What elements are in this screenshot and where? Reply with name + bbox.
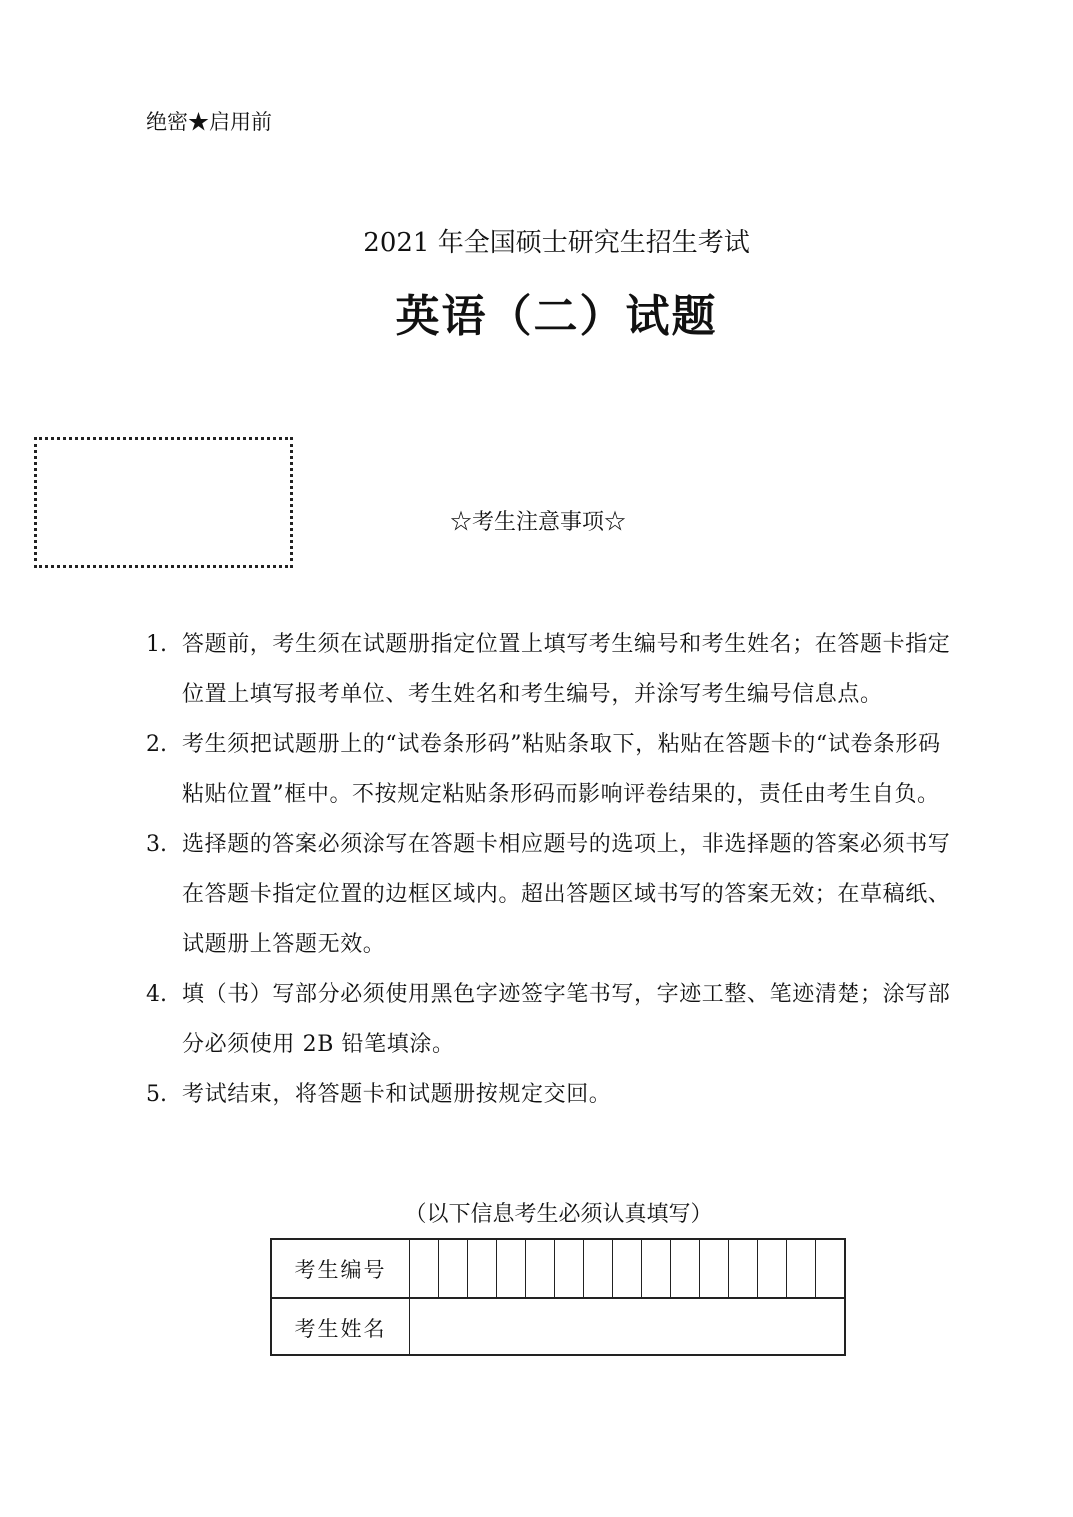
instruction-text: 考试结束，将答题卡和试题册按规定交回。: [182, 1082, 612, 1107]
candidate-number-cell[interactable]: [729, 1240, 758, 1297]
barcode-paste-area: [34, 437, 293, 568]
candidate-number-cell[interactable]: [642, 1240, 671, 1297]
notice-heading: ☆考生注意事项☆: [450, 510, 627, 535]
fill-in-note: （以下信息考生必须认真填写）: [404, 1202, 713, 1227]
candidate-name-row: [272, 1297, 844, 1356]
candidate-number-cell[interactable]: [584, 1240, 613, 1297]
instruction-item: [146, 820, 956, 970]
instruction-item: [146, 720, 956, 820]
instruction-item: [146, 1070, 956, 1120]
candidate-number-cell[interactable]: [526, 1240, 555, 1297]
candidate-number-cells[interactable]: [410, 1240, 844, 1297]
instructions-list: [146, 620, 956, 1120]
candidate-name-field[interactable]: [410, 1299, 844, 1356]
instruction-item: [146, 970, 956, 1070]
instruction-text: 填（书）写部分必须使用黑色字迹签字笔书写，字迹工整、笔迹清楚；涂写部分必须使用 2B 铅笔填涂。: [182, 982, 951, 1057]
candidate-number-label: 考生编号: [272, 1240, 410, 1297]
instruction-number: 5.: [146, 1082, 167, 1107]
candidate-number-cell[interactable]: [613, 1240, 642, 1297]
candidate-number-cell[interactable]: [497, 1240, 526, 1297]
candidate-number-row: [272, 1240, 844, 1297]
candidate-number-cell[interactable]: [468, 1240, 497, 1297]
instruction-item: [146, 620, 956, 720]
candidate-number-cell[interactable]: [671, 1240, 700, 1297]
instruction-text: 答题前，考生须在试题册指定位置上填写考生编号和考生姓名；在答题卡指定位置上填写报考单位、考生姓名和考生编号，并涂写考生编号信息点。: [182, 632, 951, 707]
candidate-number-cell[interactable]: [555, 1240, 584, 1297]
exam-title: 2021 年全国硕士研究生招生考试: [363, 228, 750, 258]
confidential-label: 绝密★启用前: [146, 110, 272, 134]
candidate-number-cell[interactable]: [410, 1240, 439, 1297]
instruction-number: 3.: [146, 832, 167, 857]
instruction-number: 4.: [146, 982, 167, 1007]
candidate-info-table: [270, 1238, 846, 1356]
candidate-number-cell[interactable]: [787, 1240, 816, 1297]
subject-title: 英语（二）试题: [395, 291, 718, 342]
instruction-text: 考生须把试题册上的“试卷条形码”粘贴条取下，粘贴在答题卡的“试卷条形码粘贴位置”框中。不按规定粘贴条形码而影响评卷结果的，责任由考生自负。: [182, 732, 941, 807]
instruction-number: 1.: [146, 632, 167, 657]
instruction-number: 2.: [146, 732, 167, 757]
candidate-number-cell[interactable]: [439, 1240, 468, 1297]
candidate-name-label: 考生姓名: [272, 1299, 410, 1356]
candidate-number-cell[interactable]: [758, 1240, 787, 1297]
candidate-number-cell[interactable]: [816, 1240, 844, 1297]
candidate-number-cell[interactable]: [700, 1240, 729, 1297]
instruction-text: 选择题的答案必须涂写在答题卡相应题号的选项上，非选择题的答案必须书写在答题卡指定位置的边框区域内。超出答题区域书写的答案无效；在草稿纸、试题册上答题无效。: [182, 832, 951, 957]
